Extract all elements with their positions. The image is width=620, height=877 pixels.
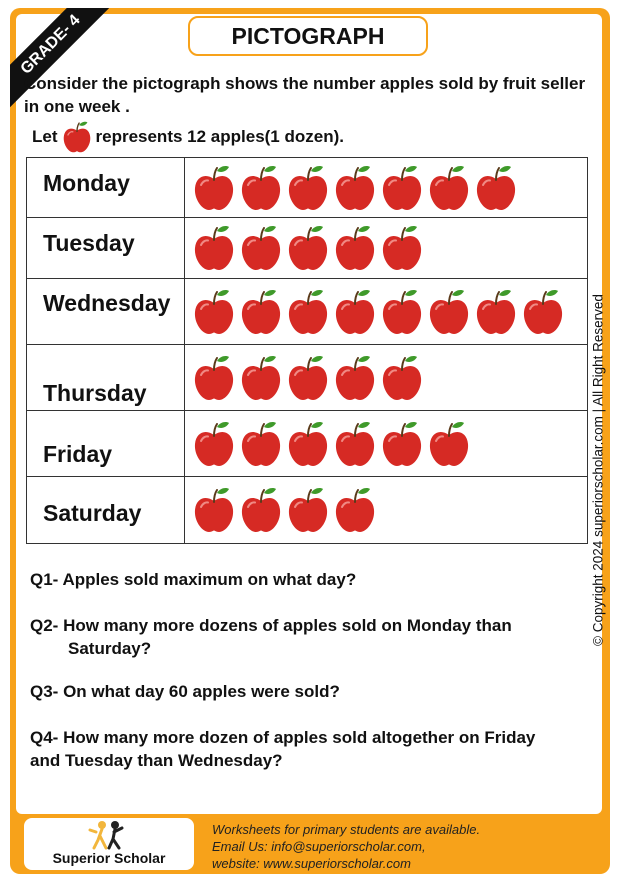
apple-icon (240, 355, 282, 401)
apple-icon (381, 289, 423, 335)
footer-info (212, 821, 480, 872)
apple-icon (287, 165, 329, 211)
apple-icon (381, 355, 423, 401)
apple-icon (193, 289, 235, 335)
scholar-figures-icon (88, 820, 128, 850)
question-label: Q1- (30, 570, 59, 589)
apple-icon (334, 421, 376, 467)
question-label: Q4- (30, 728, 59, 747)
apple-icon (475, 289, 517, 335)
pictograph-table (26, 157, 588, 544)
table-row (27, 477, 587, 543)
brand-logo (24, 818, 194, 870)
apple-row (193, 279, 569, 344)
day-label: Wednesday (27, 279, 185, 344)
footer-line: Worksheets for primary students are available. (212, 822, 481, 837)
apple-icon (240, 225, 282, 271)
table-row (27, 218, 587, 279)
grade-label: GRADE- 4 (10, 8, 115, 109)
apple-row (193, 218, 428, 278)
apple-row (193, 345, 428, 410)
apple-icon (193, 421, 235, 467)
apple-icon (334, 165, 376, 211)
intro-text: Consider the pictograph shows the number apples sold by fruit seller in one week . (24, 74, 586, 116)
apple-icon (287, 487, 329, 533)
question-continuation: Saturday? (68, 639, 152, 658)
apple-icon (428, 165, 470, 211)
day-label: Thursday (27, 345, 185, 410)
apple-icon (62, 121, 92, 153)
apple-icon (193, 165, 235, 211)
apple-icon (240, 421, 282, 467)
table-row (27, 411, 587, 477)
brand-name: Superior Scholar (52, 850, 166, 866)
apple-row (193, 477, 381, 543)
question-text: How many more dozen of apples sold altogether on Friday (63, 728, 536, 747)
day-label: Saturday (27, 477, 185, 543)
footer-email: Email Us: info@superiorscholar.com, (212, 839, 426, 854)
footer-website: website: www.superiorscholar.com (212, 856, 411, 871)
question-1 (30, 568, 600, 591)
question-text: How many more dozens of apples sold on Monday than (63, 616, 512, 635)
day-label: Friday (27, 411, 185, 476)
apple-icon (334, 355, 376, 401)
apple-icon (240, 165, 282, 211)
apple-icon (428, 289, 470, 335)
apple-icon (381, 165, 423, 211)
legend-suffix: represents 12 apples(1 dozen). (95, 127, 344, 146)
apple-icon (193, 225, 235, 271)
day-label: Monday (27, 158, 185, 217)
legend (32, 124, 344, 150)
table-row (27, 158, 587, 218)
question-2 (30, 614, 600, 660)
question-label: Q2- (30, 616, 59, 635)
apple-icon (334, 225, 376, 271)
table-row (27, 345, 587, 411)
apple-icon (287, 355, 329, 401)
copyright-text: © Copyright 2024 superiorscholar.com | All Right Reserved (590, 294, 606, 646)
question-text: Apples sold maximum on what day? (62, 570, 357, 589)
legend-prefix: Let (32, 127, 58, 146)
question-label: Q3- (30, 682, 59, 701)
apple-icon (381, 421, 423, 467)
apple-icon (334, 487, 376, 533)
apple-icon (287, 225, 329, 271)
apple-icon (287, 421, 329, 467)
page-title: PICTOGRAPH (188, 16, 428, 56)
table-row (27, 279, 587, 345)
apple-row (193, 411, 475, 476)
question-continuation: and Tuesday than Wednesday? (30, 751, 283, 770)
apple-icon (193, 487, 235, 533)
apple-icon (428, 421, 470, 467)
apple-icon (240, 487, 282, 533)
apple-icon (287, 289, 329, 335)
apple-icon (193, 355, 235, 401)
apple-icon (522, 289, 564, 335)
apple-row (193, 158, 522, 217)
question-4 (30, 726, 600, 772)
question-text: On what day 60 apples were sold? (63, 682, 340, 701)
apple-icon (334, 289, 376, 335)
apple-icon (475, 165, 517, 211)
day-label: Tuesday (27, 218, 185, 278)
question-3 (30, 680, 600, 703)
apple-icon (381, 225, 423, 271)
apple-icon (240, 289, 282, 335)
